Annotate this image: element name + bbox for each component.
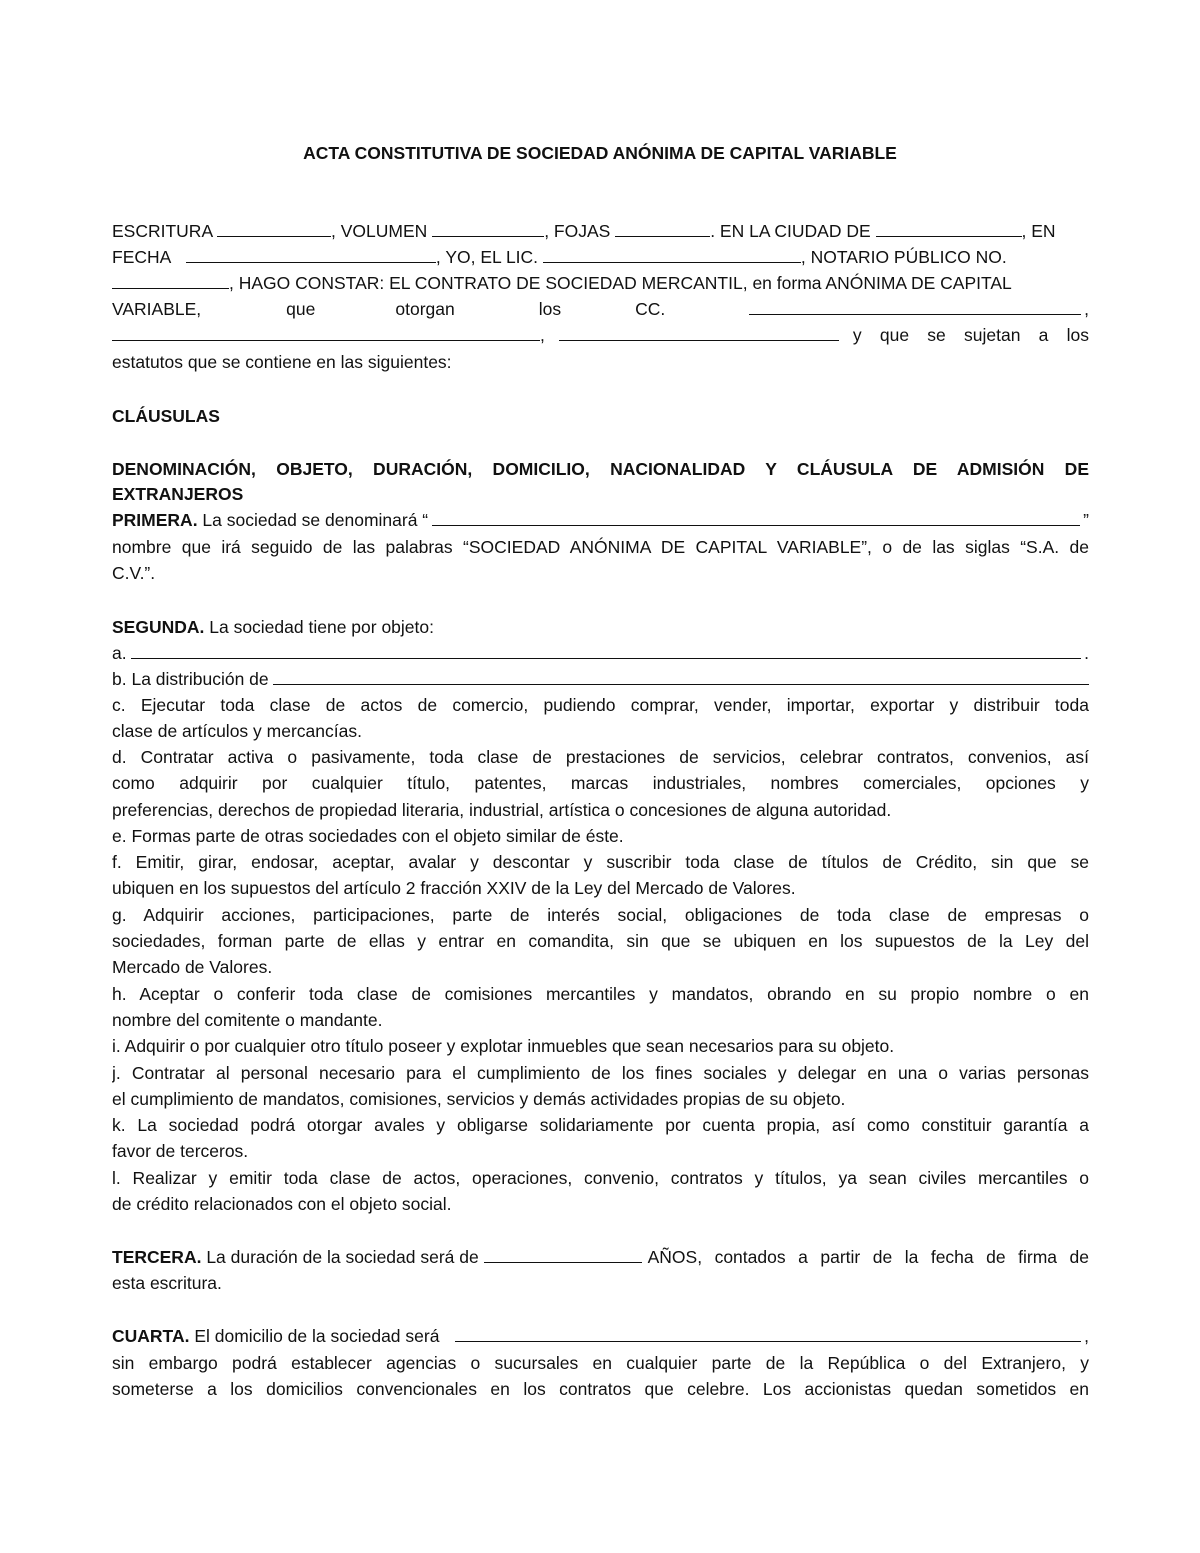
- tercera-after: AÑOS, contados a partir de la fecha de firma de: [647, 1247, 1089, 1267]
- denominacion-blank: [432, 507, 1080, 526]
- segunda-line: como adquirir por cualquier título, patentes, marcas industriales, nombres comerciales, opciones y: [112, 773, 1089, 793]
- segunda-line: preferencias, derechos de propiedad literaria, industrial, artística o concesiones de alguna autoridad.: [112, 800, 892, 820]
- duracion-blank: [484, 1246, 642, 1263]
- otorgantes-blank-2: [112, 324, 540, 341]
- segunda-line: k. La sociedad podrá otorgar avales y obligarse solidariamente por cuenta propia, así como constituir garantía a: [112, 1115, 1089, 1135]
- comma: ,: [1084, 299, 1089, 319]
- item-b-blank: [273, 666, 1089, 685]
- section-heading-line-2: EXTRANJEROS: [112, 484, 244, 504]
- primera-line-2: nombre que irá seguido de las palabras “SOCIEDAD ANÓNIMA DE CAPITAL VARIABLE”, o de las siglas “S.A. de: [112, 537, 1089, 557]
- otorgan-word: otorgan: [395, 299, 455, 319]
- domicilio-blank: [455, 1323, 1081, 1342]
- segunda-line: l. Realizar y emitir toda clase de actos, operaciones, convenio, contratos y títulos, ya sean civiles mercantiles o: [112, 1168, 1089, 1188]
- sujetan-text: y que se sujetan a los: [852, 325, 1089, 345]
- tercera-text: La duración de la sociedad será de: [201, 1247, 479, 1267]
- segunda-line: Mercado de Valores.: [112, 957, 273, 977]
- intro-line-2: [112, 244, 1089, 270]
- ciudad-label: . EN LA CIUDAD DE: [710, 221, 871, 241]
- fecha-blank: [186, 246, 436, 263]
- primera-line-3: C.V.”.: [112, 563, 156, 583]
- fojas-blank: [615, 220, 710, 237]
- segunda-label: SEGUNDA.: [112, 617, 205, 637]
- segunda-line: c. Ejecutar toda clase de actos de comercio, pudiendo comprar, vender, importar, exportar y distribuir toda: [112, 695, 1089, 715]
- segunda-line: i. Adquirir o por cualquier otro título poseer y explotar inmuebles que sean necesarios para su objeto.: [112, 1036, 895, 1056]
- fojas-label: , FOJAS: [544, 221, 611, 241]
- cc-word: CC.: [635, 299, 666, 319]
- tercera-line-1: [112, 1244, 1089, 1270]
- segunda-line: e. Formas parte de otras sociedades con el objeto similar de éste.: [112, 826, 624, 846]
- item-a-prefix: a.: [112, 643, 127, 663]
- segunda-line: h. Aceptar o conferir toda clase de comisiones mercantiles y mandatos, obrando en su propio nombre o en: [112, 984, 1089, 1004]
- segunda-item-b: [112, 666, 1089, 692]
- primera-text: La sociedad se denominará “: [197, 510, 429, 530]
- segunda-line: d. Contratar activa o pasivamente, toda clase de prestaciones de servicios, celebrar contratos, convenios, así: [112, 747, 1089, 767]
- comma: ,: [540, 325, 545, 345]
- segunda-line: sociedades, forman parte de ellas y entrar en comandita, sin que se ubiquen en los supuestos de la Ley del: [112, 931, 1089, 951]
- fecha-label: FECHA: [112, 247, 172, 267]
- section-heading-line-1: DENOMINACIÓN, OBJETO, DURACIÓN, DOMICILIO, NACIONALIDAD Y CLÁUSULA DE ADMISIÓN DE: [112, 459, 1089, 479]
- segunda-line: clase de artículos y mercancías.: [112, 721, 362, 741]
- volumen-label: , VOLUMEN: [331, 221, 428, 241]
- document-title: ACTA CONSTITUTIVA DE SOCIEDAD ANÓNIMA DE CAPITAL VARIABLE: [303, 143, 897, 163]
- variable-word: VARIABLE,: [112, 299, 202, 319]
- primera-line-1: [112, 507, 1089, 533]
- tercera-label: TERCERA.: [112, 1247, 202, 1267]
- escritura-label: ESCRITURA: [112, 221, 213, 241]
- notario-no-blank: [112, 272, 229, 289]
- los-word: los: [538, 299, 562, 319]
- segunda-line: f. Emitir, girar, endosar, aceptar, avalar y descontar y suscribir toda clase de títulos de Crédito, sin que se: [112, 852, 1089, 872]
- cuarta-line-3: someterse a los domicilios convencionales en los contratos que celebre. Los accionistas quedan sometidos en: [112, 1379, 1089, 1399]
- clausulas-heading: CLÁUSULAS: [112, 406, 220, 426]
- ciudad-blank: [876, 220, 1022, 237]
- intro-line-4: [112, 296, 1089, 322]
- close-quote: ”: [1083, 510, 1089, 530]
- primera-label: PRIMERA.: [112, 510, 198, 530]
- hago-constar-text: , HAGO CONSTAR: EL CONTRATO DE SOCIEDAD MERCANTIL, en forma ANÓNIMA DE CAPITAL: [229, 273, 1012, 293]
- item-a-blank: [131, 640, 1082, 659]
- cuarta-line-2: sin embargo podrá establecer agencias o sucursales en cualquier parte de la República o del Extranjero, y: [112, 1353, 1089, 1373]
- segunda-line: el cumplimiento de mandatos, comisiones, servicios y demás actividades propias de su objeto.: [112, 1089, 846, 1109]
- notario-label: , NOTARIO PÚBLICO NO.: [800, 247, 1007, 267]
- segunda-text: La sociedad tiene por objeto:: [204, 617, 434, 637]
- cuarta-line-1: [112, 1323, 1089, 1349]
- cuarta-label: CUARTA.: [112, 1326, 190, 1346]
- comma: ,: [1084, 1326, 1089, 1346]
- segunda-line: favor de terceros.: [112, 1141, 249, 1161]
- tercera-line-2: esta escritura.: [112, 1273, 222, 1293]
- segunda-line: g. Adquirir acciones, participaciones, parte de interés social, obligaciones de toda clase de empresas o: [112, 905, 1089, 925]
- otorgantes-blank-3: [559, 324, 839, 341]
- intro-line-6: estatutos que se contiene en las siguientes:: [112, 352, 452, 372]
- lic-label: , YO, EL LIC.: [435, 247, 539, 267]
- segunda-line: de crédito relacionados con el objeto social.: [112, 1194, 452, 1214]
- segunda-item-a: [112, 640, 1089, 666]
- segunda-line: j. Contratar al personal necesario para el cumplimiento de los fines sociales y delegar en una o varias personas: [112, 1063, 1089, 1083]
- lic-blank: [543, 246, 801, 263]
- intro-line-1: [112, 218, 1089, 244]
- intro-line-5: [112, 322, 1089, 348]
- en-label: , EN: [1021, 221, 1056, 241]
- segunda-line-1: [112, 614, 1089, 640]
- que-word: que: [286, 299, 316, 319]
- item-b-prefix: b. La distribución de: [112, 669, 269, 689]
- segunda-line: ubiquen en los supuestos del artículo 2 fracción XXIV de la Ley del Mercado de Valores.: [112, 878, 796, 898]
- segunda-line: nombre del comitente o mandante.: [112, 1010, 383, 1030]
- escritura-blank: [217, 220, 331, 237]
- otorgantes-blank-1: [749, 296, 1081, 315]
- intro-line-3: [112, 270, 1089, 296]
- volumen-blank: [432, 220, 544, 237]
- cuarta-text: El domicilio de la sociedad será: [189, 1326, 440, 1346]
- item-a-suffix: .: [1084, 643, 1089, 663]
